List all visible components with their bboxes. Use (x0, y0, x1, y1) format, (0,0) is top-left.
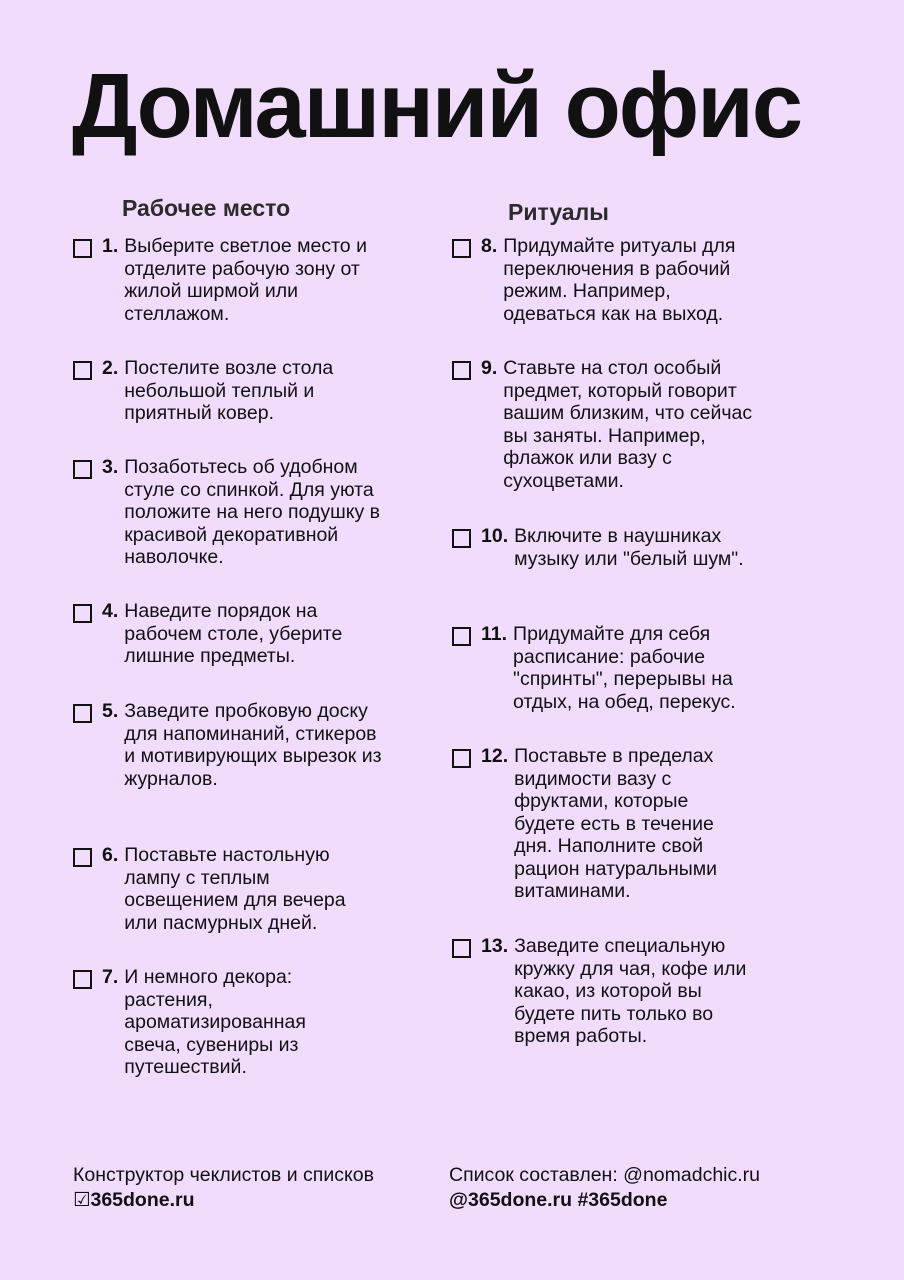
footer-left (73, 1163, 374, 1213)
item-text: Придумайте ритуалы для переключения в рабочий режим. Например, одеваться как на выход. (503, 235, 736, 325)
checkbox[interactable] (73, 848, 92, 867)
checkbox[interactable] (452, 529, 471, 548)
checklist-item-2[interactable] (73, 357, 393, 425)
footer-author-text: Список составлен: @nomadchic.ru (449, 1164, 761, 1186)
footer-right (449, 1163, 760, 1213)
checkbox[interactable] (73, 239, 92, 258)
item-text: Поставьте настольную лампу с теплым освещением для вечера или пасмурных дней. (124, 844, 346, 934)
item-number: 5. (102, 700, 119, 722)
item-number: 8. (481, 235, 498, 257)
checklist-item-6[interactable] (73, 844, 393, 934)
checkbox[interactable] (452, 239, 471, 258)
item-text: Позаботьтесь об удобном стуле со спинкой. Для уюта положите на него подушку в красивой декоративной наволочке. (124, 456, 380, 568)
checkbox-check-icon: ☑ (73, 1189, 91, 1211)
item-number: 3. (102, 456, 119, 478)
checkbox[interactable] (452, 939, 471, 958)
checkbox[interactable] (73, 361, 92, 380)
item-text: Наведите порядок на рабочем столе, уберите лишние предметы. (124, 600, 343, 667)
checklist-item-8[interactable] (452, 235, 782, 325)
item-text: И немного декора: растения, ароматизированная свеча, сувениры из путешествий. (124, 966, 306, 1078)
item-text: Включите в наушниках музыку или "белый шум". (514, 525, 744, 570)
item-number: 11. (481, 623, 508, 645)
item-number: 4. (102, 600, 119, 622)
item-text: Поставьте в пределах видимости вазу с фруктами, которые будете есть в течение дня. Наполните свой рацион натуральными витаминами. (514, 745, 718, 902)
item-text: Выберите светлое место и отделите рабочую зону от жилой ширмой или стеллажом. (124, 235, 367, 325)
checkbox[interactable] (73, 460, 92, 479)
checklist-item-9[interactable] (452, 357, 782, 492)
item-text: Постелите возле стола небольшой теплый и приятный ковер. (124, 357, 334, 424)
checkbox[interactable] (452, 627, 471, 646)
footer-constructor-text: Конструктор чеклистов и списков (73, 1164, 374, 1186)
item-number: 10. (481, 525, 509, 547)
checklist-item-7[interactable] (73, 966, 393, 1079)
item-text: Заведите специальную кружку для чая, кофе или какао, из которой вы будете пить только во время работы. (514, 935, 747, 1047)
checklist-item-3[interactable] (73, 456, 403, 569)
item-number: 2. (102, 357, 119, 379)
item-number: 13. (481, 935, 509, 957)
checkbox[interactable] (73, 704, 92, 723)
checklist-item-12[interactable] (452, 745, 782, 903)
checkbox[interactable] (452, 749, 471, 768)
checklist-item-13[interactable] (452, 935, 782, 1048)
item-number: 6. (102, 844, 119, 866)
checkbox[interactable] (73, 970, 92, 989)
footer-site-link[interactable] (73, 1188, 374, 1213)
footer-tags-text: @365done.ru #365done (449, 1189, 668, 1211)
item-number: 7. (102, 966, 119, 988)
section-heading-rituals: Ритуалы (508, 199, 609, 225)
checkbox[interactable] (73, 604, 92, 623)
checklist-item-11[interactable] (452, 623, 782, 713)
footer-site-text: 365done.ru (90, 1189, 195, 1211)
checklist-item-1[interactable] (73, 235, 393, 325)
section-heading-workplace: Рабочее место (122, 195, 291, 221)
item-text: Заведите пробковую доску для напоминаний, стикеров и мотивирующих вырезок из журналов. (124, 700, 382, 790)
item-text: Ставьте на стол особый предмет, который говорит вашим близким, что сейчас вы заняты. Например, флажок или вазу с сухоцветами. (503, 357, 753, 492)
item-text: Придумайте для себя расписание: рабочие "спринты", перерывы на отдых, на обед, перекус. (513, 623, 736, 713)
checkbox[interactable] (452, 361, 471, 380)
checklist-item-10[interactable] (452, 525, 782, 570)
checklist-item-4[interactable] (73, 600, 393, 668)
item-number: 12. (481, 745, 509, 767)
item-number: 1. (102, 235, 119, 257)
checklist-item-5[interactable] (73, 700, 393, 790)
item-number: 9. (481, 357, 498, 379)
page-title: Домашний офис (72, 55, 802, 157)
